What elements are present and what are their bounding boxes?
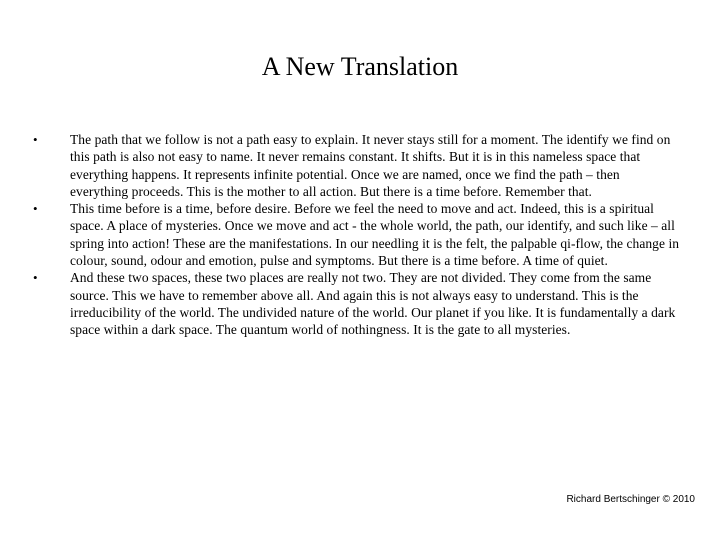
list-item	[0, 131, 720, 200]
list-item	[0, 269, 720, 338]
copyright-footer: Richard Bertschinger © 2010	[566, 494, 695, 505]
bullet-icon: •	[33, 201, 38, 217]
bullet-icon: •	[33, 132, 38, 147]
slide-title: A New Translation	[261, 52, 459, 81]
bullet-text: This time before is a time, before desire. Before we feel the need to move and act. Indeed, this is a spiritual space. A place of mysteries. Once we move and act - the whole world, the path, our identify, and such like – all spring into action! These are the manifestations. In our needling it is the felt, the palpable qi-flow, the change in colour, sound, odour and emotion, pulse and symptoms. But there is a time before. A time of quiet.	[70, 201, 680, 269]
bullet-text: The path that we follow is not a path easy to explain. It never stays still for a moment. The identify we find on this path is also not easy to name. It never remains constant. It shifts. But it is in this nameless space that everything happens. It represents infinite potential. Once we are named, once we find the path – then everything proceeds. This is the mother to all action. But there is a time before. Remember that.	[70, 132, 671, 199]
bullet-icon: •	[33, 270, 38, 286]
list-item	[0, 200, 720, 269]
bullet-text: And these two spaces, these two places are really not two. They are not divided. They come from the same source. This we have to remember above all. And again this is not always easy to understand. This is the irreducibility of the world. The undivided nature of the world. Our planet if you like. It is fundamentally a dark space within a dark space. The quantum world of nothingness. It is the gate to all mysteries.	[70, 270, 676, 338]
bullet-list	[0, 131, 720, 339]
